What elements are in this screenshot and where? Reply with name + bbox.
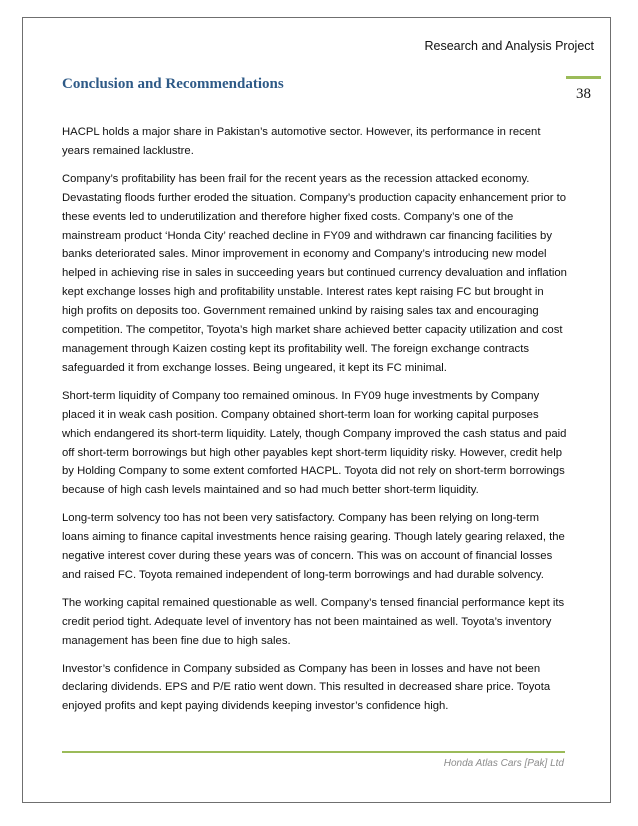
body-text — [62, 123, 568, 725]
running-header: Research and Analysis Project — [424, 39, 594, 53]
paragraph-profitability: Company’s profitability has been frail for the recent years as the recession attacked economy. Devastating floods further eroded the situation. Company’s production capacity enhancement prior to these events led to underutilization and therefore higher fixed costs. Company’s one of the mainstream product ‘Honda City’ reached decline in FY09 and withdrawn car financing facilities by banks deteriorated sales. Minor improvement in economy and Company’s introducing new model helped in achieving rise in sales in succeeding years but continued currency devaluation and inflation kept exchange losses high and profitability unstable. Interest rates kept raising FC but brought in high profits on deposits too. Government remained unkind by raising sales tax and encouraging competition. The competitor, Toyota’s high market share achieved better capacity utilization and cost management through Kaizen costing kept its profitability well. The foreign exchange contracts safeguarded it from exchange losses. Being ungeared, it kept its FC minimal. — [62, 172, 567, 374]
paragraph-investor-confidence: Investor’s confidence in Company subsided as Company has been in losses and have not been declaring dividends. EPS and P/E ratio went down. This resulted in decreased share price. Toyota enjoyed profits and kept paying dividends keeping investor’s confidence high. — [62, 662, 551, 713]
footer-company-name: Honda Atlas Cars [Pak] Ltd — [443, 758, 564, 769]
paragraph-working-capital: The working capital remained questionable as well. Company’s tensed financial performance kept its credit period tight. Adequate level of inventory has not been maintained as well. Toyota’s inventory management has been fine due to high sales. — [62, 596, 565, 647]
paragraph-long-term-solvency: Long-term solvency too has not been very satisfactory. Company has been relying on long-term loans aiming to finance capital investments hence raising gearing. Though lately gearing relaxed, the negative interest cover during these years was of concern. This was on account of financial losses and raised FC. Toyota remained independent of long-term borrowings and had durable solvency. — [62, 512, 565, 581]
section-heading: Conclusion and Recommendations — [62, 76, 284, 92]
page-number: 38 — [576, 86, 591, 102]
footer-rule — [62, 751, 565, 753]
paragraph-short-term-liquidity: Short-term liquidity of Company too remained ominous. In FY09 huge investments by Company placed it in weak cash position. Company obtained short-term loan for working capital purposes which endangered its short-term liquidity. Lately, though Company improved the cash status and paid off short-term borrowings but high other payables kept short-term liquidity risky. However, credit help by Holding Company to some extent comforted HACPL. Toyota did not rely on short-term borrowings because of high cash levels maintained and so had much better short-term liquidity. — [62, 389, 567, 497]
paragraph-intro: HACPL holds a major share in Pakistan’s automotive sector. However, its performance in recent years remained lacklustre. — [62, 126, 541, 157]
